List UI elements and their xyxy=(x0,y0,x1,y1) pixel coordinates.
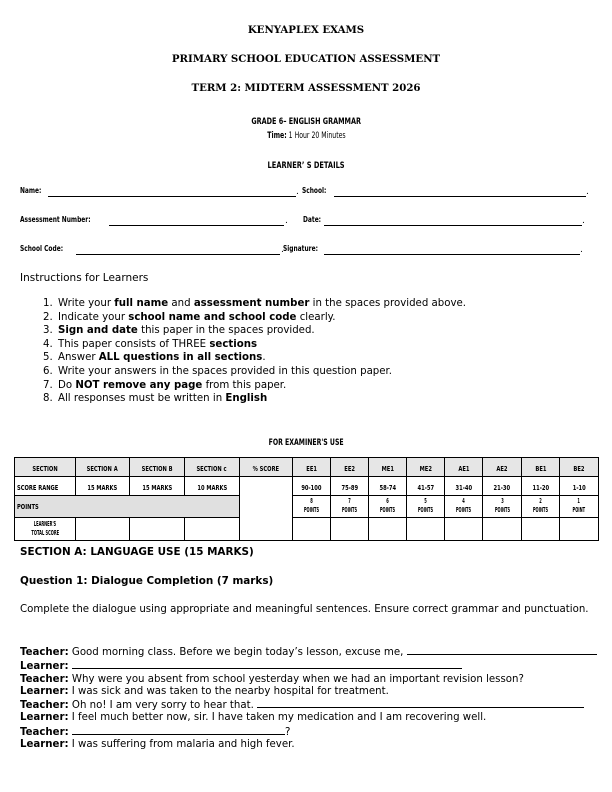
examiner-title-wrap xyxy=(0,432,612,448)
school-code-label: School Code: xyxy=(20,243,64,253)
table-header-cell: EE1 xyxy=(293,458,331,477)
name-school-row: Name: . School: . xyxy=(20,185,589,197)
table-cell: 6 POINTS xyxy=(369,496,407,518)
table-header-cell: BE2 xyxy=(560,458,599,477)
question-1-title: Question 1: Dialogue Completion (7 marks) xyxy=(20,575,274,587)
table-cell: 7 POINTS xyxy=(331,496,369,518)
assessment-date-row: Assessment Number: . Date: . xyxy=(20,214,585,226)
speaker-label: Teacher: xyxy=(20,647,69,658)
table-header-cell: % SCORE xyxy=(240,458,293,477)
dialogue-text: Oh no! I am very sorry to hear that. xyxy=(68,700,258,712)
time-value: 1 Hour 20 Minutes xyxy=(286,131,346,141)
learner-details-title: LEARNER’ S DETAILS xyxy=(267,161,345,171)
instruction-item: 5. Answer ALL questions in all sections. xyxy=(56,351,466,365)
table-cell: 1 POINT xyxy=(560,496,599,518)
table-cell: LEARNER'S TOTAL SCORE xyxy=(15,518,76,541)
table-cell: POINTS xyxy=(15,496,240,518)
instruction-item: 3. Sign and date this paper in the spaces provided. xyxy=(56,324,466,338)
table-cell: 31-40 xyxy=(445,477,483,496)
table-header-cell: ME2 xyxy=(407,458,445,477)
date-label: Date: xyxy=(303,214,322,224)
dialogue-text: I was sick and was taken to the nearby hospital for treatment. xyxy=(68,685,389,697)
table-cell[interactable] xyxy=(407,518,445,541)
assessment-number-field[interactable] xyxy=(109,225,284,226)
speaker-label: Teacher: xyxy=(20,726,69,738)
school-field[interactable] xyxy=(334,196,586,197)
table-cell: 5 POINTS xyxy=(407,496,445,518)
name-field[interactable] xyxy=(48,196,296,197)
dialogue-line xyxy=(20,712,605,724)
dialogue-text: Good morning class. Before we begin today’s lesson, excuse me, xyxy=(68,647,407,658)
table-cell[interactable] xyxy=(293,518,331,541)
answer-blank[interactable] xyxy=(72,725,285,735)
grade-title-wrap xyxy=(0,111,612,127)
table-cell[interactable] xyxy=(483,518,522,541)
time-line xyxy=(0,125,612,141)
table-cell: 2 POINTS xyxy=(522,496,560,518)
instructions-title: Instructions for Learners xyxy=(20,272,149,284)
table-cell[interactable] xyxy=(369,518,407,541)
details-title-wrap xyxy=(0,155,612,171)
table-cell: 90-100 xyxy=(293,477,331,496)
dialogue-text: I was suffering from malaria and high fever. xyxy=(68,739,295,751)
table-cell: 1-10 xyxy=(560,477,599,496)
table-cell: 75-89 xyxy=(331,477,369,496)
school-code-field[interactable] xyxy=(76,254,280,255)
grade-title: GRADE 6– ENGLISH GRAMMAR xyxy=(251,117,361,127)
instruction-item: 2. Indicate your school name and school code clearly. xyxy=(56,311,466,325)
table-cell: 4 POINTS xyxy=(445,496,483,518)
section-b-score-cell[interactable] xyxy=(130,518,185,541)
table-cell: 21-30 xyxy=(483,477,522,496)
table-cell: 15 MARKS xyxy=(76,477,130,496)
section-a-title: SECTION A: LANGUAGE USE (15 MARKS) xyxy=(20,546,254,558)
table-header-cell: AE2 xyxy=(483,458,522,477)
section-c-score-cell[interactable] xyxy=(185,518,240,541)
table-cell[interactable] xyxy=(240,477,293,541)
signature-label: Signature: xyxy=(283,243,318,253)
school-label: School: xyxy=(302,185,327,195)
table-cell: SCORE RANGE xyxy=(15,477,76,496)
table-header-cell: ME1 xyxy=(369,458,407,477)
dialogue-line xyxy=(20,698,605,712)
table-cell: 10 MARKS xyxy=(185,477,240,496)
table-header-cell: SECTION xyxy=(15,458,76,477)
table-header-cell: BE1 xyxy=(522,458,560,477)
date-field[interactable] xyxy=(324,225,582,226)
instruction-item: 6. Write your answers in the spaces provided in this question paper. xyxy=(56,365,466,379)
speaker-label: Learner: xyxy=(20,661,69,673)
table-cell[interactable] xyxy=(331,518,369,541)
points-row xyxy=(15,496,599,518)
table-header-cell: EE2 xyxy=(331,458,369,477)
assessment-title: PRIMARY SCHOOL EDUCATION ASSESSMENT xyxy=(171,53,441,65)
question-instruction: Complete the dialogue using appropriate and meaningful sentences. Ensure correct grammar and punctuation. xyxy=(20,604,589,615)
table-cell: 11-20 xyxy=(522,477,560,496)
table-cell[interactable] xyxy=(522,518,560,541)
table-header-row xyxy=(15,458,599,477)
instruction-item: 4. This paper consists of THREE sections xyxy=(56,338,466,352)
name-label: Name: xyxy=(20,185,42,195)
speaker-label: Learner: xyxy=(20,685,69,697)
speaker-label: Learner: xyxy=(20,739,69,751)
table-cell[interactable] xyxy=(445,518,483,541)
examiner-title: FOR EXAMINER'S USE xyxy=(268,438,344,448)
code-signature-row: School Code: . Signature: . xyxy=(20,243,583,255)
instruction-item: 8. All responses must be written in English xyxy=(56,392,466,406)
instruction-item: 1. Write your full name and assessment number in the spaces provided above. xyxy=(56,297,466,311)
answer-blank[interactable] xyxy=(257,698,584,708)
examiner-table xyxy=(14,457,599,541)
term-title: TERM 2: MIDTERM ASSESSMENT 2026 xyxy=(191,82,421,94)
dialogue-line xyxy=(20,725,605,739)
signature-field[interactable] xyxy=(324,254,580,255)
instruction-item: 7. Do NOT remove any page from this paper. xyxy=(56,379,466,393)
table-cell: 41-57 xyxy=(407,477,445,496)
dialogue-line xyxy=(20,686,605,698)
dialogue-block xyxy=(20,645,605,751)
time-label: Time: xyxy=(266,131,287,141)
dialogue-line xyxy=(20,674,605,686)
speaker-label: Teacher: xyxy=(20,700,69,712)
table-header-cell: SECTION c xyxy=(185,458,240,477)
table-cell: 8 POINTS xyxy=(293,496,331,518)
speaker-label: Learner: xyxy=(20,712,69,724)
table-header-cell: AE1 xyxy=(445,458,483,477)
dialogue-line xyxy=(20,659,605,673)
table-cell: 3 POINTS xyxy=(483,496,522,518)
instructions-list xyxy=(36,297,466,406)
dialogue-text: I feel much better now, sir. I have taken my medication and I am recovering well. xyxy=(68,712,487,724)
section-a-score-cell[interactable] xyxy=(76,518,130,541)
answer-blank[interactable] xyxy=(407,645,597,655)
dialogue-line xyxy=(20,739,605,751)
assessment-number-label: Assessment Number: xyxy=(20,214,91,224)
table-cell[interactable] xyxy=(560,518,599,541)
answer-blank[interactable] xyxy=(72,659,462,669)
dialogue-tail: ? xyxy=(284,726,291,738)
dialogue-line xyxy=(20,645,605,659)
org-title: KENYAPLEX EXAMS xyxy=(247,24,365,36)
speaker-label: Teacher: xyxy=(20,673,69,685)
table-cell: 15 MARKS xyxy=(130,477,185,496)
table-header-cell: SECTION B xyxy=(130,458,185,477)
table-cell: 58-74 xyxy=(369,477,407,496)
score-range-row xyxy=(15,477,599,496)
dialogue-text: Why were you absent from school yesterday when we had an important revision lesson? xyxy=(68,673,524,685)
total-score-row xyxy=(15,518,599,541)
table-header-cell: SECTION A xyxy=(76,458,130,477)
